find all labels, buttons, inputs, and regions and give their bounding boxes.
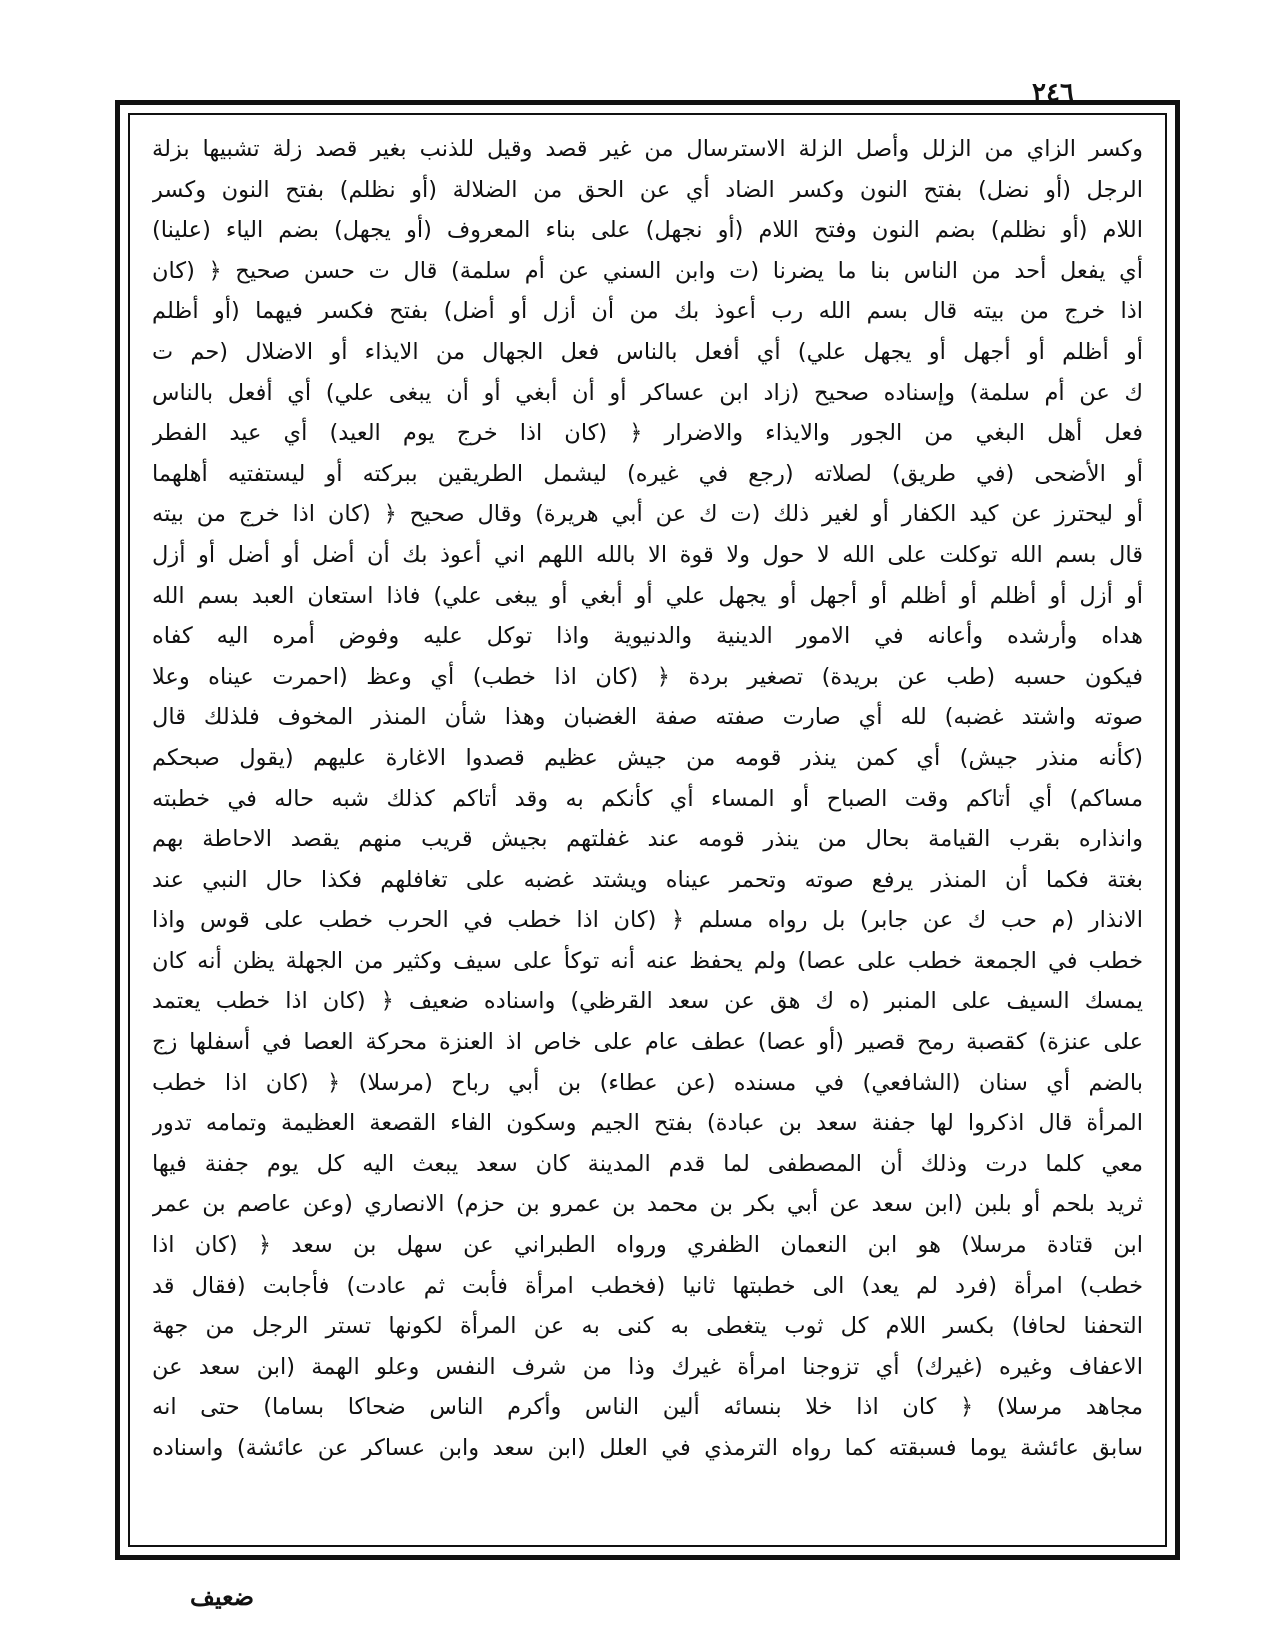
- text-line: يمسك السيف على المنبر (ه ك هق عن سعد القرظي) واسناده ضعيف ﴿ (كان اذا خطب يعتمد: [152, 988, 1143, 1015]
- text-line: الاعفاف وغيره (غيرك) أي تزوجنا امرأة غيرك وذا من شرف النفس وعلو الهمة (ابن سعد عن: [152, 1353, 1143, 1380]
- text-line: الرجل (أو نضل) بفتح النون وكسر الضاد أي عن الحق من الضلالة (أو نظلم) بفتح النون وكسر: [152, 176, 1143, 203]
- text-line: بغتة فكما أن المنذر يرفع صوته وتحمر عيناه ويشتد غضبه على تغافلهم فكذا حال النبي عند: [152, 866, 1143, 893]
- catchword: ضعيف: [190, 1582, 255, 1611]
- text-line: خطب) امرأة (فرد لم يعد) الى خطبتها ثانيا (فخطب امرأة فأبت ثم عادت) فأجابت (فقال قد: [152, 1272, 1143, 1299]
- page-frame-inner: [128, 113, 1167, 1547]
- text-body: [152, 129, 1143, 1531]
- page-number: ٢٤٦: [1032, 78, 1074, 108]
- text-line: وكسر الزاي من الزلل وأصل الزلة الاسترسال من غير قصد وقيل للذنب بغير قصد زلة تشبيها بزلة: [152, 136, 1143, 162]
- text-line: ك عن أم سلمة) وإسناده صحيح (زاد ابن عساكر أو أن أبغي أو أن يبغى علي) أي أفعل بالناس: [152, 379, 1143, 406]
- text-line: ثريد بلحم أو بلبن (ابن سعد عن أبي بكر بن محمد بن عمرو بن حزم) الانصاري (وعن عاصم بن عمر: [152, 1191, 1143, 1218]
- text-line: على عنزة) كقصبة رمح قصير (أو عصا) عطف عام على خاص اذ العنزة محركة العصا في أسفلها زج: [152, 1029, 1143, 1056]
- text-line: أي يفعل أحد من الناس بنا ما يضرنا (ت وابن السني عن أم سلمة) قال ت حسن صحيح ﴿ (كان: [152, 257, 1143, 284]
- text-line: معي كلما درت وذلك أن المصطفى لما قدم المدينة كان سعد يبعث اليه كل يوم جفنة فيها: [152, 1150, 1143, 1177]
- page-frame: [115, 100, 1180, 1560]
- text-line: أو ليحترز عن كيد الكفار أو لغير ذلك (ت ك عن أبي هريرة) وقال صحيح ﴿ (كان اذا خرج من بيته: [152, 501, 1143, 528]
- text-line: المرأة قال اذكروا لها جفنة سعد بن عبادة) بفتح الجيم وسكون الفاء القصعة العظيمة وتمامه تدور: [152, 1110, 1143, 1137]
- text-line: خطب في الجمعة خطب على عصا) ولم يحفظ عنه أنه توكأ على سيف وكثير من الجهلة يظن أنه كان: [152, 947, 1143, 974]
- text-line: فعل أهل البغي من الجور والايذاء والاضرار ﴿ (كان اذا خرج يوم العيد) أي عيد الفطر: [152, 420, 1143, 447]
- text-line: أو الأضحى (في طريق) لصلاته (رجع في غيره) ليشمل الطريقين ببركته أو ليستفتيه أهلهما: [152, 460, 1143, 487]
- text-line: مساكم) أي أتاكم وقت الصباح أو المساء أي كأنكم به وقد أتاكم كذلك شبه حاله في خطبته: [152, 785, 1143, 812]
- text-line: أو أظلم أو أجهل أو يجهل علي) أي أفعل بالناس فعل الجهال من الايذاء أو الاضلال (حم ت: [152, 338, 1143, 365]
- text-line: (كأنه منذر جيش) أي كمن ينذر قومه من جيش عظيم قصدوا الاغارة عليهم (يقول صبحكم: [152, 744, 1143, 771]
- text-line: فيكون حسبه (طب عن بريدة) تصغير بردة ﴿ (كان اذا خطب) أي وعظ (احمرت عيناه وعلا: [152, 663, 1143, 690]
- text-line: مجاهد مرسلا) ﴿ كان اذا خلا بنسائه ألين الناس وأكرم الناس ضحاكا بساما) حتى انه: [152, 1394, 1143, 1421]
- text-line: قال بسم الله توكلت على الله لا حول ولا قوة الا بالله اللهم اني أعوذ بك أن أضل أو أضل أو أزل: [152, 541, 1143, 568]
- text-line: ابن قتادة مرسلا) هو ابن النعمان الظفري ورواه الطبراني عن سهل بن سعد ﴿ (كان اذا: [152, 1232, 1143, 1259]
- text-line: اذا خرج من بيته قال بسم الله رب أعوذ بك من أن أزل أو أضل) بفتح فكسر فيهما (أو أظلم: [152, 298, 1143, 325]
- text-line: التحفنا لحافا) بكسر اللام كل ثوب يتغطى به كنى به عن المرأة لكونها تستر الرجل من جهة: [152, 1313, 1143, 1340]
- text-line: بالضم أي سنان (الشافعي) في مسنده (عن عطاء) بن أبي رباح (مرسلا) ﴿ (كان اذا خطب: [152, 1069, 1143, 1096]
- text-line: اللام (أو نظلم) بضم النون وفتح اللام (أو نجهل) على بناء المعروف (أو يجهل) بضم الياء (علينا): [152, 217, 1143, 244]
- text-line: أو أزل أو أظلم أو أظلم أو أجهل أو يجهل علي أو أبغي أو يبغى علي) فاذا استعان العبد بسم الله: [152, 582, 1143, 609]
- text-line: سابق عائشة يوما فسبقته كما رواه الترمذي في العلل (ابن سعد وابن عساكر عن عائشة) واسناده: [152, 1435, 1143, 1461]
- text-line: وانذاره بقرب القيامة بحال من ينذر قومه عند غفلتهم بجيش قريب منهم يقصد الاحاطة بهم: [152, 826, 1143, 853]
- text-line: الانذار (م حب ك عن جابر) بل رواه مسلم ﴿ (كان اذا خطب في الحرب خطب على قوس واذا: [152, 907, 1143, 934]
- text-line: هداه وأرشده وأعانه في الامور الدينية والدنيوية واذا توكل عليه وفوض أمره اليه كفاه: [152, 623, 1143, 650]
- text-line: صوته واشتد غضبه) لله أي صارت صفته صفة الغضبان وهذا شأن المنذر المخوف فلذلك قال: [152, 704, 1143, 731]
